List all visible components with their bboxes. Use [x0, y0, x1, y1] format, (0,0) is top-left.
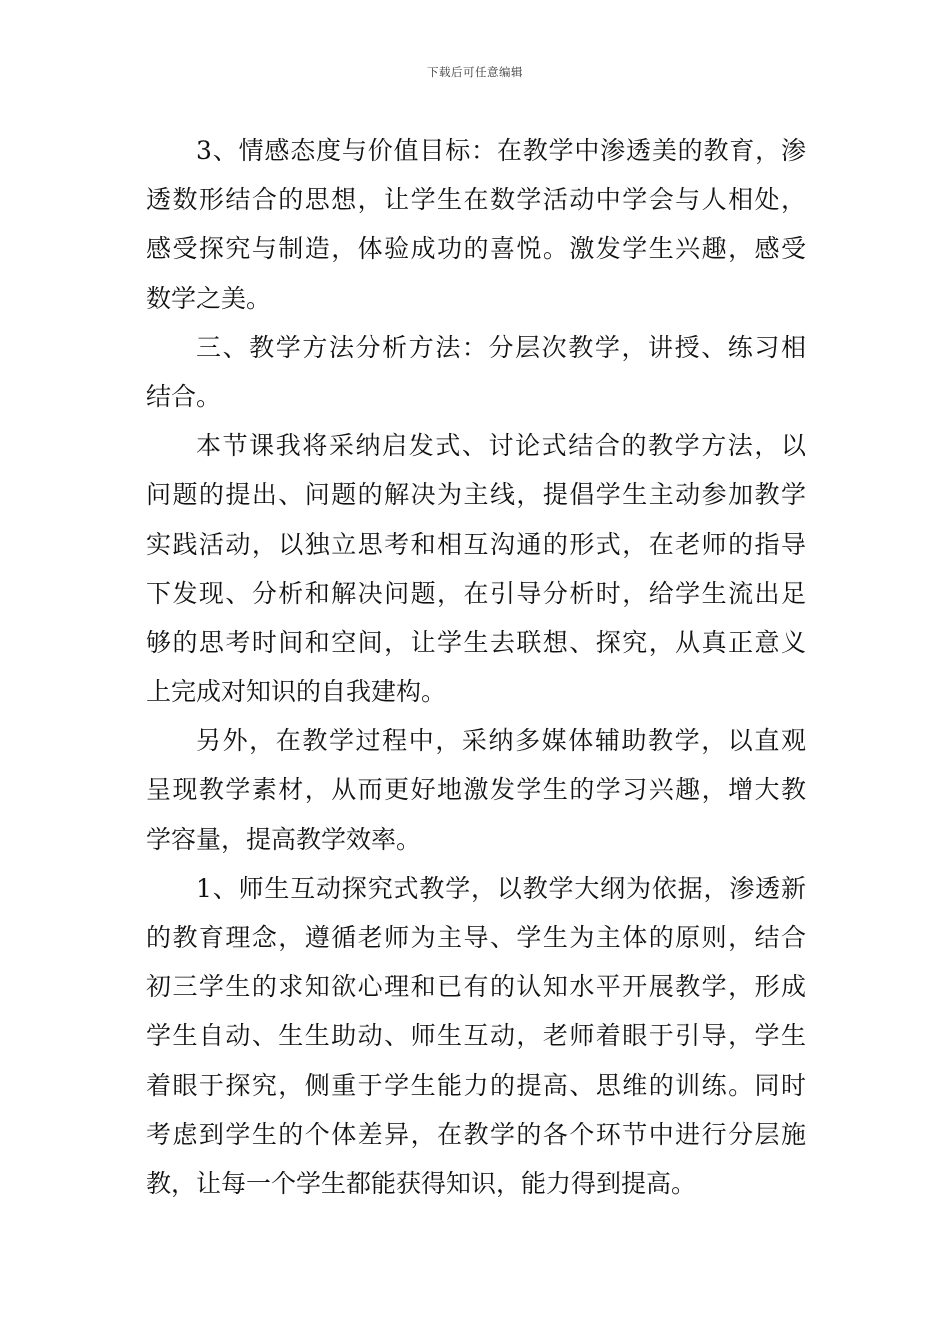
paragraph-3-line-2: 问题的提出、问题的解决为主线，提倡学生主动参加教学	[146, 480, 806, 510]
paragraph-3-line-5: 够的思考时间和空间，让学生去联想、探究，从真正意义	[146, 627, 806, 657]
paragraph-3-line-3: 实践活动，以独立思考和相互沟通的形式，在老师的指导	[146, 529, 806, 559]
paragraph-5-line-6: 考虑到学生的个体差异，在教学的各个环节中进行分层施	[146, 1119, 806, 1149]
paragraph-5-line-2: 的教育理念，遵循老师为主导、学生为主体的原则，结合	[146, 923, 806, 952]
paragraph-1-line-3: 感受探究与制造，体验成功的喜悦。激发学生兴趣，感受	[146, 234, 806, 264]
paragraph-5-line-4: 学生自动、生生助动、师生互动，老师着眼于引导，学生	[146, 1021, 806, 1051]
paragraph-4-line-2: 呈现教学素材，从而更好地激发学生的学习兴趣，增大教	[146, 775, 806, 805]
paragraph-3-line-4: 下发现、分析和解决问题，在引导分析时，给学生流出足	[146, 578, 806, 608]
paragraph-4-line-1: 另外，在教学过程中，采纳多媒体辅助教学，以直观	[196, 726, 806, 756]
paragraph-3-line-1: 本节课我将采纳启发式、讨论式结合的教学方法，以	[196, 431, 806, 461]
paragraph-5-line-3: 初三学生的求知欲心理和已有的认知水平开展教学，形成	[146, 972, 806, 1002]
paragraph-1-line-4: 数学之美。	[146, 283, 272, 313]
page-header: 下载后可任意编辑	[427, 65, 523, 79]
paragraph-5-line-5: 着眼于探究，侧重于学生能力的提高、思维的训练。同时	[146, 1070, 806, 1100]
document-body	[146, 126, 806, 1208]
paragraph-2-line-1: 三、教学方法分析方法：分层次教学，讲授、练习相	[196, 332, 806, 362]
paragraph-3-line-6: 上完成对知识的自我建构。	[146, 677, 447, 707]
paragraph-5-line-7: 教，让每一个学生都能获得知识，能力得到提高。	[146, 1168, 697, 1198]
paragraph-2-line-2: 结合。	[146, 381, 222, 411]
paragraph-1-line-2: 透数形结合的思想，让学生在数学活动中学会与人相处，	[146, 185, 806, 215]
paragraph-4-line-3: 学容量，提高教学效率。	[146, 824, 422, 854]
paragraph-1-line-1: 3、情感态度与价值目标：在教学中渗透美的教育，渗	[196, 136, 806, 165]
paragraph-5-line-1: 1、师生互动探究式教学，以教学大纲为依据，渗透新	[196, 873, 806, 903]
